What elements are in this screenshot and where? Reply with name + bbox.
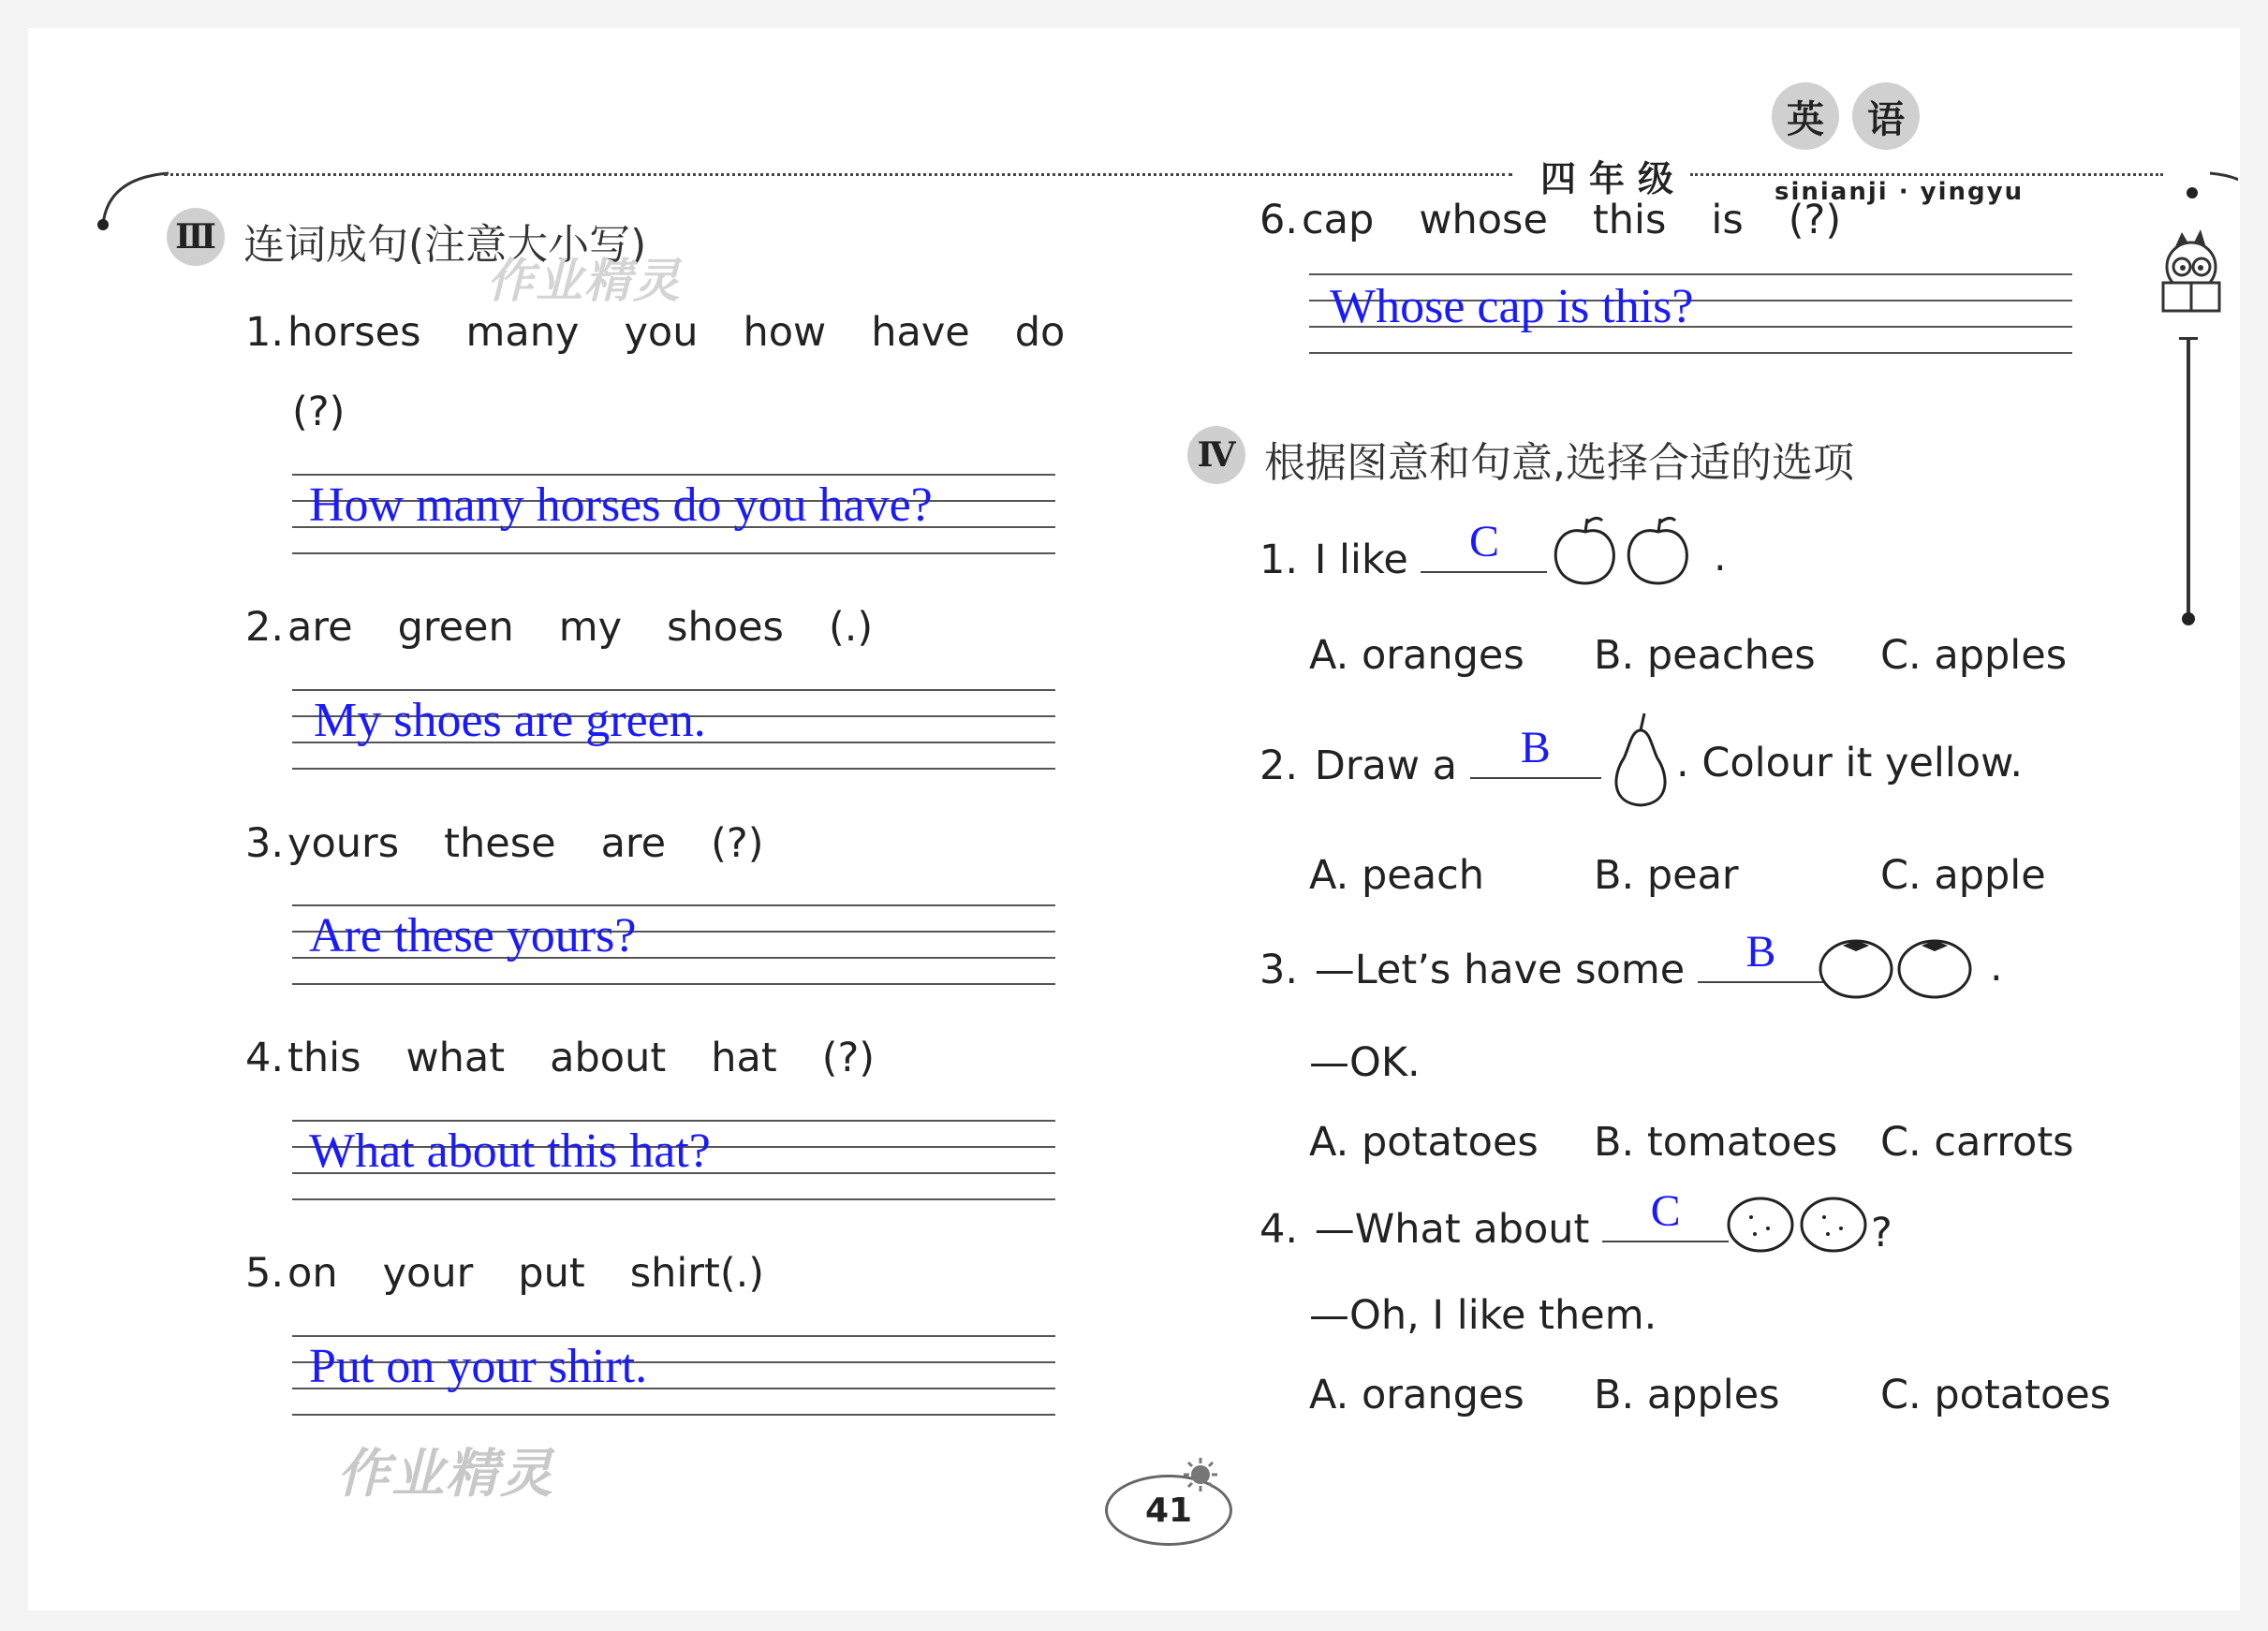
watermark-bottom: 作业精灵 (337, 1444, 554, 1505)
s3-q6-answer: Whose cap is this? (1330, 280, 1694, 333)
s4-q4-reply: —Oh, I like them. (1309, 1292, 1657, 1339)
header-dotted-line-right (1690, 173, 2163, 176)
s3-q5-prompt: 5.on your put shirt(.) (245, 1250, 765, 1297)
pinyin-label: sinianji · yingyu (1775, 178, 2025, 206)
s4-q1-answer: C (1468, 517, 1499, 566)
s4-q3-option-a: A. potatoes (1309, 1119, 1539, 1166)
s3-q3-answer: Are these yours? (309, 909, 637, 962)
s3-q1-prompt: 1.horses many you how have do (245, 309, 1066, 356)
s4-q3-option-b: B. tomatoes (1594, 1119, 1838, 1166)
s4-q2-answer: B (1520, 723, 1551, 772)
s4-q2-option-c: C. apple (1880, 852, 2046, 899)
s4-q1-prompt: 1. I like C (1259, 534, 1547, 583)
watermark-top: 作业精灵 (487, 254, 682, 308)
section-3-numeral: Ⅲ (167, 208, 225, 266)
s3-q4-prompt: 4.this what about hat (?) (245, 1035, 876, 1081)
reading-mascot-icon (2149, 225, 2233, 318)
potato-icon (1725, 1191, 1875, 1258)
apple-icon (1550, 515, 1709, 590)
sun-icon (1182, 1456, 1219, 1493)
subject-char-2: 语 (1852, 82, 1920, 150)
header-dot-right (2187, 187, 2198, 198)
s4-q2-suffix: . Colour it yellow. (1676, 740, 2023, 786)
subject-char-1: 英 (1772, 82, 1839, 150)
section-4-numeral: Ⅳ (1187, 426, 1245, 484)
s3-q2-prompt: 2.are green my shoes (.) (245, 604, 874, 651)
s4-q4-prompt: 4. —What about C (1259, 1203, 1729, 1253)
page-number: 41 (1105, 1475, 1232, 1546)
s4-q3-suffix: . (1990, 944, 2003, 991)
s4-q1-option-a: A. oranges (1309, 632, 1524, 679)
worksheet-page (28, 28, 2240, 1610)
s4-q4-answer: C (1650, 1186, 1681, 1236)
s3-q6-prompt: 6.cap whose this is (?) (1259, 197, 1842, 243)
s3-q4-answer: What about this hat? (309, 1124, 711, 1178)
section-4-title: 根据图意和句意,选择合适的选项 (1264, 439, 1854, 487)
s4-q4-option-a: A. oranges (1309, 1372, 1524, 1418)
s4-q3-answer: B (1745, 927, 1776, 977)
pear-icon (1603, 710, 1678, 813)
s4-q4-option-b: B. apples (1594, 1372, 1780, 1418)
s3-q5-answer: Put on your shirt. (309, 1340, 648, 1393)
s4-q3-prompt: 3. —Let’s have some B (1259, 944, 1824, 993)
grade-label: 四年级 (1540, 158, 1687, 199)
s4-q3-option-c: C. carrots (1880, 1119, 2074, 1166)
s4-q1-option-b: B. peaches (1594, 632, 1816, 679)
s3-q3-prompt: 3.yours these are (?) (245, 820, 764, 867)
section-3-title: 连词成句(注意大小写) (243, 221, 647, 269)
s4-q2-option-b: B. pear (1594, 852, 1739, 899)
s4-q2-option-a: A. peach (1309, 852, 1484, 899)
header-dotted-line-left (164, 173, 1512, 176)
s3-q2-answer: My shoes are green. (314, 694, 706, 747)
s3-q1-punct: (?) (292, 389, 346, 435)
s4-q2-prompt: 2. Draw a B (1259, 740, 1601, 789)
s4-q4-option-c: C. potatoes (1880, 1372, 2112, 1418)
s4-q1-suffix: . (1714, 534, 1727, 580)
s4-q4-suffix: ? (1871, 1210, 1892, 1256)
tomato-icon (1817, 927, 1985, 1002)
s4-q1-option-c: C. apples (1880, 632, 2068, 679)
s4-q3-reply: —OK. (1309, 1039, 1421, 1086)
side-bar-dot (2182, 612, 2195, 625)
side-vertical-bar (2187, 337, 2190, 618)
side-bar-cap (2179, 337, 2198, 340)
s3-q1-answer: How many horses do you have? (309, 478, 933, 532)
